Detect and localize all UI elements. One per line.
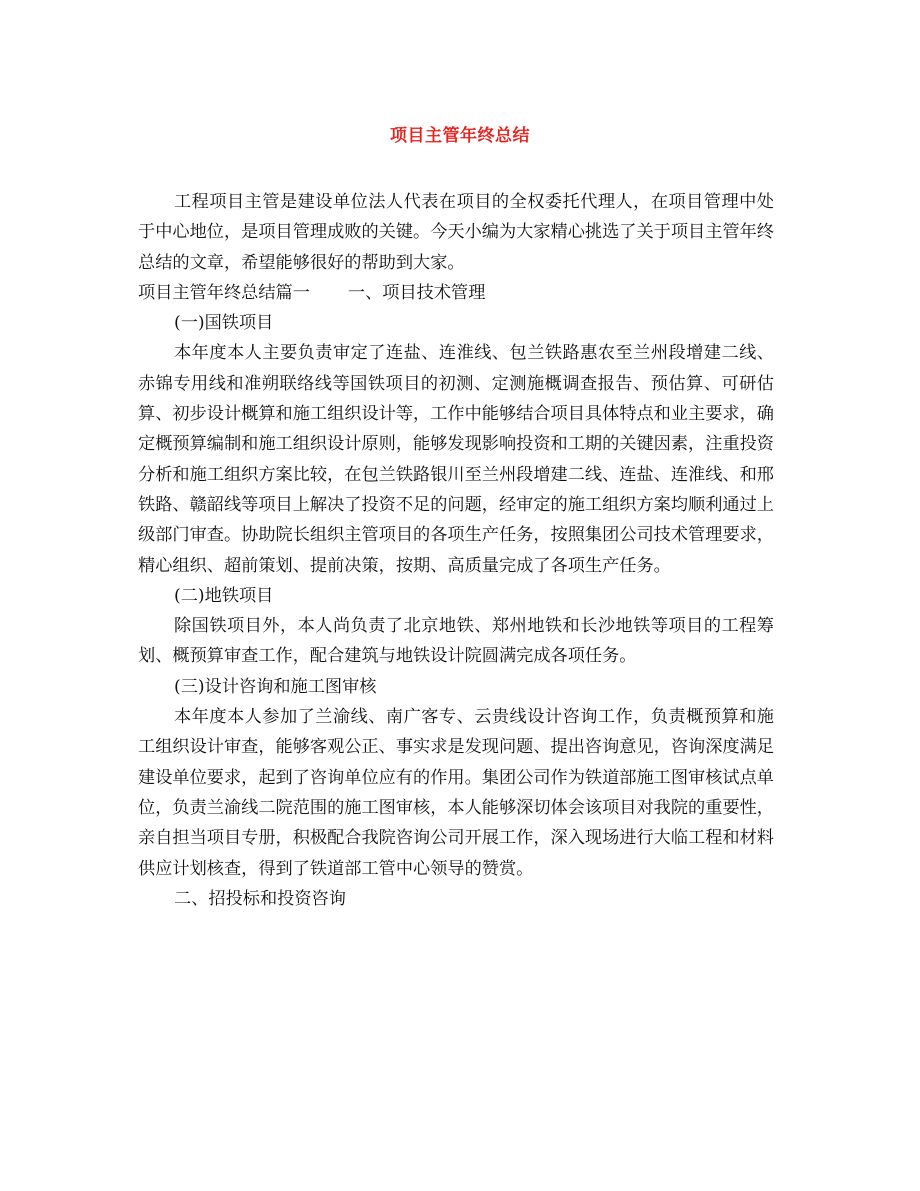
sub2-heading: (二)地铁项目 xyxy=(174,585,274,606)
article-heading-line xyxy=(138,278,774,308)
section1-heading: 一、项目技术管理 xyxy=(347,282,486,303)
sub2-paragraph: 除国铁项目外，本人尚负责了北京地铁、郑州地铁和长沙地铁等项目的工程筹划、概预算审查工作，配合建筑与地铁设计院圆满完成各项任务。 xyxy=(138,616,774,667)
document-body xyxy=(138,187,774,914)
sub3-paragraph: 本年度本人参加了兰渝线、南广客专、云贵线设计咨询工作，负责概预算和施工组织设计审查，能够客观公正、事实求是发现问题、提出咨询意见，咨询深度满足建设单位要求，起到了咨询单位应有的作用。集团公司作为铁道部施工图审核试点单位，负责兰渝线二院范围的施工图审核，本人能够深切体会该项目对我院的重要性，亲自担当项目专册，积极配合我院咨询公司开展工作，深入现场进行大临工程和材料供应计划核查，得到了铁道部工管中心领导的赞赏。 xyxy=(138,707,774,879)
sub1-paragraph: 本年度本人主要负责审定了连盐、连淮线、包兰铁路惠农至兰州段增建二线、赤锦专用线和准朔联络线等国铁项目的初测、定测施概调查报告、预估算、可研估算、初步设计概算和施工组织设计等，工作中能够结合项目具体特点和业主要求，确定概预算编制和施工组织设计原则，能够发现影响投资和工期的关键因素，注重投资分析和施工组织方案比较，在包兰铁路银川至兰州段增建二线、连盐、连淮线、和邢铁路、赣韶线等项目上解决了投资不足的问题，经审定的施工组织方案均顺利通过上级部门审查。协助院长组织主管项目的各项生产任务，按照集团公司技术管理要求，精心组织、超前策划、提前决策，按期、高质量完成了各项生产任务。 xyxy=(138,343,774,576)
document-title: 项目主管年终总结 xyxy=(390,126,530,146)
article-heading: 项目主管年终总结篇一 xyxy=(138,282,310,303)
sub3-heading: (三)设计咨询和施工图审核 xyxy=(174,676,377,697)
intro-paragraph: 工程项目主管是建设单位法人代表在项目的全权委托代理人，在项目管理中处于中心地位，是项目管理成败的关键。今天小编为大家精心挑选了关于项目主管年终总结的文章，希望能够很好的帮助到大家。 xyxy=(138,192,774,273)
sub1-heading: (一)国铁项目 xyxy=(174,313,274,334)
section2-heading: 二、招投标和投资咨询 xyxy=(174,888,346,909)
